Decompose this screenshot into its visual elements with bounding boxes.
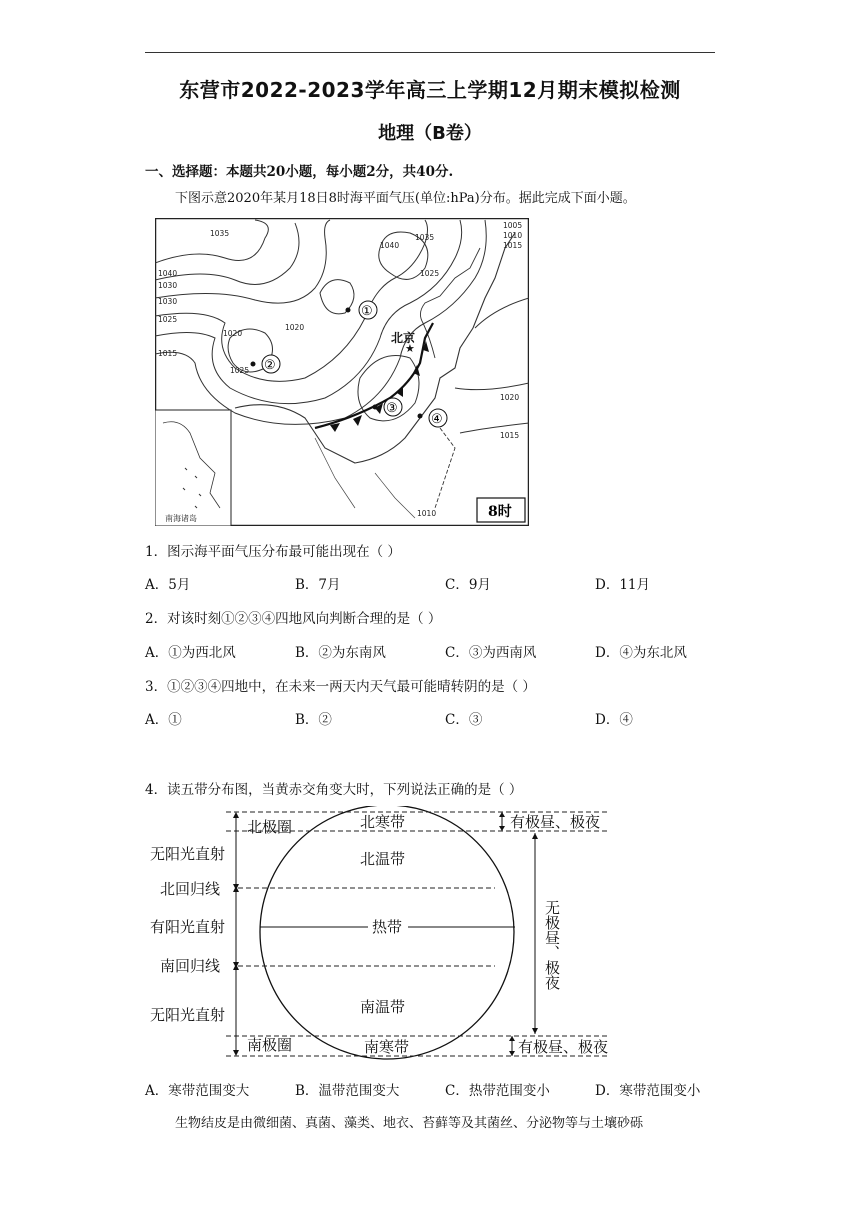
q4-option-d[interactable]: D．寒带范围变小	[595, 1083, 701, 1099]
isobar-label: 1010	[417, 509, 437, 518]
q1-option-a[interactable]: A．5月	[145, 577, 191, 593]
q3-option-b[interactable]: B．②	[295, 712, 332, 728]
q4-option-b[interactable]: B．温带范围变大	[295, 1083, 400, 1099]
page-subtitle: 地理（B卷）	[378, 123, 482, 144]
beijing-marker-icon: ★	[405, 342, 415, 355]
isobar-label: 1015	[158, 349, 178, 358]
q2-option-a[interactable]: A．①为西北风	[145, 645, 236, 661]
inset-label: 南海诸岛	[165, 514, 197, 523]
page-title: 东营市2022-2023学年高三上学期12月期末模拟检测	[179, 78, 681, 102]
question-1-stem: 1．图示海平面气压分布最可能出现在（ ）	[145, 544, 401, 560]
label-direct-sun: 有阳光直射	[150, 918, 226, 936]
time-label: 8时	[488, 504, 512, 520]
intro-text: 下图示意2020年某月18日8时海平面气压(单位:hPa)分布。据此完成下面小题。	[175, 191, 636, 206]
svg-text:①: ①	[361, 304, 373, 319]
isobar-label: 1040	[158, 269, 178, 278]
q3-option-c[interactable]: C．③	[445, 712, 483, 728]
isobar-label: 1025	[230, 366, 250, 375]
zone-south-temperate: 南温带	[360, 998, 406, 1016]
label-tropic-of-capricorn: 南回归线	[160, 957, 221, 975]
pressure-map	[155, 218, 529, 526]
q4-option-a[interactable]: A．寒带范围变大	[145, 1083, 250, 1099]
question-2-stem: 2．对该时刻①②③④四地风向判断合理的是（ ）	[145, 611, 442, 627]
q3-option-d[interactable]: D．④	[595, 712, 633, 728]
q1-option-d[interactable]: D．11月	[595, 577, 651, 593]
q2-option-c[interactable]: C．③为西南风	[445, 645, 537, 661]
isobar-label: 1040	[380, 241, 400, 250]
q4-option-c[interactable]: C．热带范围变小	[445, 1083, 550, 1099]
isobar-label: 1020	[285, 323, 305, 332]
label-no-polar-day: 无极昼、极夜	[543, 900, 561, 990]
section-heading: 一、选择题：本题共20小题，每小题2分，共40分.	[145, 164, 454, 180]
label-arctic-circle: 北极圈	[247, 818, 293, 836]
isobar-label: 1025	[420, 269, 440, 278]
question-4-stem: 4．读五带分布图，当黄赤交角变大时，下列说法正确的是（ ）	[145, 782, 523, 798]
isobar-label: 1035	[415, 233, 435, 242]
label-no-direct-sun-north: 无阳光直射	[150, 845, 226, 863]
label-no-direct-sun-south: 无阳光直射	[150, 1006, 226, 1024]
inset-frame	[155, 410, 231, 526]
q2-option-d[interactable]: D．④为东北风	[595, 645, 687, 661]
zone-north-temperate: 北温带	[360, 850, 406, 868]
trailing-paragraph: 生物结皮是由微细菌、真菌、藻类、地衣、苔藓等及其菌丝、分泌物等与土壤砂砾	[175, 1116, 644, 1131]
svg-text:④: ④	[431, 412, 443, 427]
label-polar-day-top: 有极昼、极夜	[510, 813, 601, 831]
zone-north-frigid: 北寒带	[360, 813, 406, 831]
svg-text:③: ③	[386, 401, 398, 416]
q3-option-a[interactable]: A．①	[145, 712, 182, 728]
city-label-beijing: 北京	[391, 331, 416, 345]
isobar-label: 1005	[503, 221, 523, 230]
isobar-label: 1030	[158, 297, 178, 306]
isobar-label: 1020	[223, 329, 243, 338]
isobar-label: 1030	[158, 281, 178, 290]
question-3-stem: 3．①②③④四地中，在未来一两天内天气最可能晴转阴的是（ ）	[145, 679, 536, 695]
isobar-label: 1020	[500, 393, 520, 402]
q2-option-b[interactable]: B．②为东南风	[295, 645, 386, 661]
isobar-label: 1015	[503, 241, 523, 250]
label-antarctic-circle: 南极圈	[247, 1036, 293, 1054]
isobar-label: 1035	[210, 229, 230, 238]
header-rule	[145, 52, 715, 53]
zone-torrid: 热带	[372, 918, 403, 936]
zone-south-frigid: 南寒带	[364, 1038, 410, 1056]
svg-text:②: ②	[264, 358, 276, 373]
isobar-label: 1025	[158, 315, 178, 324]
isobar-label: 1015	[500, 431, 520, 440]
isobar-label: 1010	[503, 231, 523, 240]
q1-option-c[interactable]: C．9月	[445, 577, 491, 593]
label-polar-day-bottom: 有极昼、极夜	[518, 1038, 609, 1056]
q1-option-b[interactable]: B．7月	[295, 577, 341, 593]
label-tropic-of-cancer: 北回归线	[160, 880, 221, 898]
